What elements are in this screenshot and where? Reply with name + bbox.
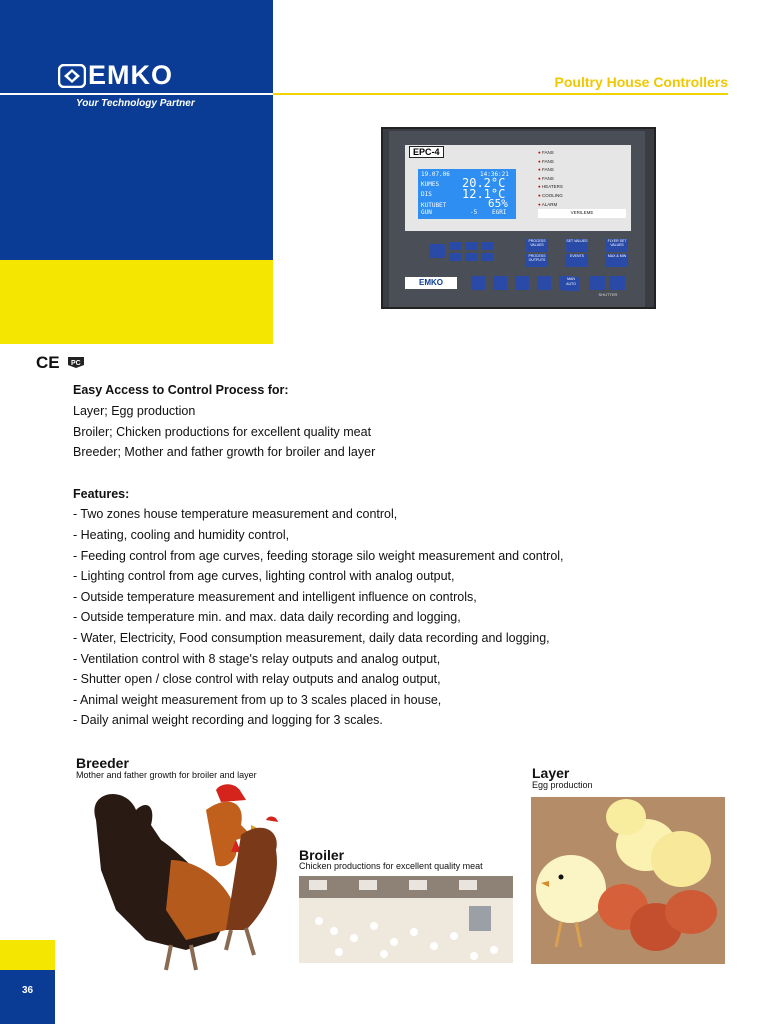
device-button: MAX & MIN bbox=[606, 254, 628, 267]
device-model-label: EPC-4 bbox=[409, 146, 444, 158]
emko-logo-icon bbox=[58, 64, 86, 88]
device-button bbox=[449, 253, 461, 261]
device-button bbox=[465, 253, 477, 261]
device-button: EVENTS bbox=[566, 254, 588, 267]
epc-4-controller-image bbox=[381, 127, 656, 309]
device-button bbox=[589, 276, 605, 290]
device-button bbox=[481, 253, 493, 261]
device-button: MAN AUTO bbox=[563, 277, 579, 291]
feature-item: - Water, Electricity, Food consumption measurement, daily data recording and logging, bbox=[73, 631, 550, 645]
layer-subtitle: Egg production bbox=[532, 780, 593, 790]
intro-line: Breeder; Mother and father growth for broiler and layer bbox=[73, 445, 376, 459]
brand-logo: EMKO bbox=[88, 60, 173, 90]
feature-item: - Daily animal weight recording and logging for 3 scales. bbox=[73, 713, 383, 727]
header-yellow-panel bbox=[0, 260, 273, 344]
lcd-display: 19.07.06 14:36:21 KUMES 20.2°C DIS 12.1°C KUTUBET 65% GUN -5 EGRI bbox=[418, 169, 516, 219]
feature-item: - Outside temperature measurement and intelligent influence on controls, bbox=[73, 590, 477, 604]
intro-line: Broiler; Chicken productions for excellent quality meat bbox=[73, 425, 372, 439]
feature-item: - Ventilation control with 8 stage's relay outputs and analog output, bbox=[73, 652, 441, 666]
device-button bbox=[515, 276, 529, 290]
breeder-title: Breeder bbox=[76, 755, 129, 771]
intro-line: Layer; Egg production bbox=[73, 404, 196, 418]
device-button: PROCESS OUTPUTS bbox=[526, 254, 548, 267]
device-button bbox=[493, 276, 507, 290]
device-button bbox=[449, 242, 461, 250]
shutter-label: SHUTTER bbox=[598, 292, 618, 297]
status-led-panel: ● FANS ● FANS ● FANS ● FANS ● HEATERS ● COOLING ● ALARM VERILEME bbox=[538, 149, 626, 218]
ce-mark: CE bbox=[36, 353, 60, 372]
layer-chicks-eggs-photo bbox=[531, 797, 725, 964]
pc-certification-icon bbox=[66, 355, 86, 369]
device-button bbox=[471, 276, 485, 290]
breeder-roosters-photo bbox=[76, 780, 288, 972]
device-button bbox=[537, 276, 551, 290]
header-rule-white bbox=[0, 93, 273, 95]
breeder-subtitle: Mother and father growth for broiler and layer bbox=[76, 770, 257, 780]
device-button bbox=[481, 242, 493, 250]
header-blue-panel bbox=[0, 0, 273, 260]
device-button: PROCESS VALUES bbox=[526, 239, 548, 252]
broiler-house-photo bbox=[299, 876, 513, 963]
intro-heading: Easy Access to Control Process for: bbox=[73, 383, 289, 397]
svg-text:PC: PC bbox=[71, 360, 81, 367]
page-number: 36 bbox=[21, 985, 34, 996]
features-heading: Features: bbox=[73, 487, 130, 501]
footer-yellow-tab bbox=[0, 940, 55, 970]
broiler-title: Broiler bbox=[299, 847, 345, 863]
device-button: FLYER SET VALUES bbox=[606, 239, 628, 252]
feature-item: - Shutter open / close control with relay outputs and analog output, bbox=[73, 672, 441, 686]
footer-blue-tab bbox=[0, 970, 55, 1024]
feature-item: - Feeding control from age curves, feeding storage silo weight measurement and control, bbox=[73, 549, 564, 563]
feature-item: - Two zones house temperature measurement and control, bbox=[73, 507, 398, 521]
brand-tagline: Your Technology Partner bbox=[76, 98, 195, 109]
feature-item: - Heating, cooling and humidity control, bbox=[73, 528, 290, 542]
device-button: SET VALUES bbox=[566, 239, 588, 252]
feature-item: - Lighting control from age curves, lighting control with analog output, bbox=[73, 569, 455, 583]
device-brand-badge: EMKO bbox=[405, 277, 457, 289]
broiler-subtitle: Chicken productions for excellent quality meat bbox=[299, 861, 483, 871]
device-button bbox=[429, 244, 445, 258]
device-button bbox=[465, 242, 477, 250]
feature-item: - Outside temperature min. and max. data daily recording and logging, bbox=[73, 610, 461, 624]
device-button bbox=[609, 276, 625, 290]
section-title: Poultry House Controllers bbox=[554, 74, 728, 90]
layer-title: Layer bbox=[532, 765, 570, 781]
feature-item: - Animal weight measurement from up to 3 scales placed in house, bbox=[73, 693, 442, 707]
